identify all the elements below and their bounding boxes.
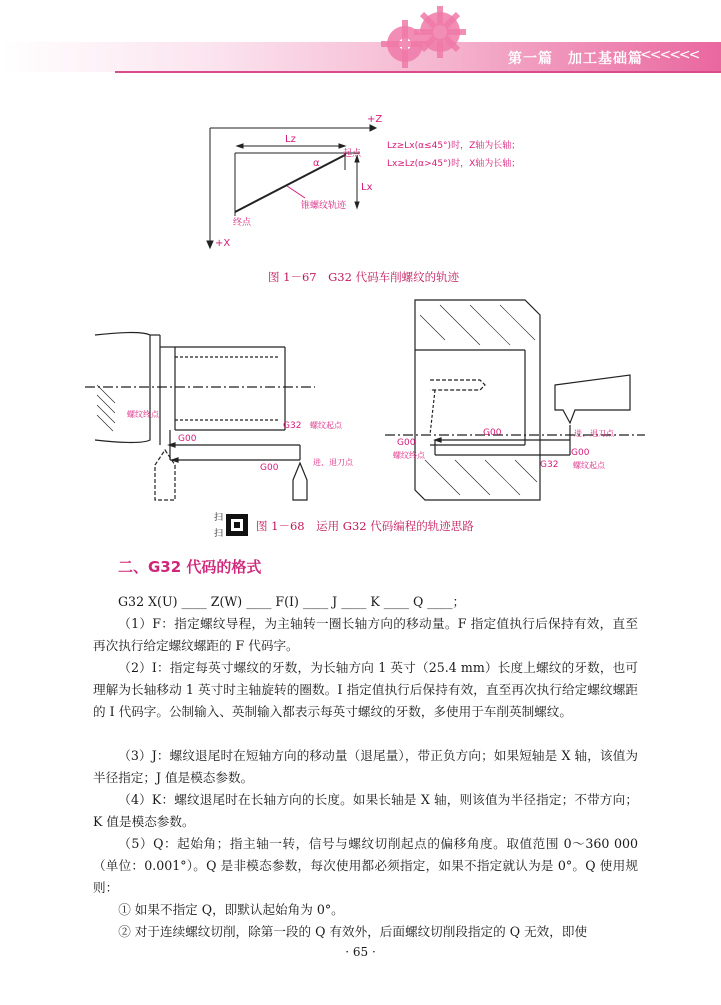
left-g32: G32 [283,421,302,431]
paragraph-rule-2: ② 对于连续螺纹切削，除第一段的 Q 有效外，后面螺纹切削段指定的 Q 无效，即使 [118,924,588,939]
left-thread-start: 螺纹起点 [310,421,342,430]
qr-code-icon [226,514,248,536]
right-g00-right: G00 [571,448,590,458]
section-title: 二、G32 代码的格式 [118,558,262,576]
axis-z-label: +Z [367,114,383,125]
paragraph-rule-1: ① 如果不指定 Q，即默认起始角为 0°。 [118,902,344,917]
axis-x-label: +X [215,238,231,249]
label-end: 终点 [233,218,252,228]
left-feed: 进、退刀点 [313,458,353,467]
label-alpha: α [313,158,320,169]
qr-label-bottom: 扫 [214,529,224,539]
gear-decoration-icon [360,4,480,74]
right-feed: 进、退刀点 [574,429,614,438]
paragraph-q: （5）Q：起始角；指主轴一转，信号与螺纹切削起点的偏移角度。取值范围 0～360 000（单位：0.001°）。Q 是非模态参数，每次使用都必须指定，如果不指定就认为是 0°。Q 使用规则： [93,836,638,895]
label-path: 锥螺纹轨迹 [301,201,347,211]
page-number: · 65 · [345,945,376,959]
figure-1-67 [195,108,555,253]
paragraph-i: （2）I：指定每英寸螺纹的牙数，为长轴方向 1 英寸（25.4 mm）长度上螺纹的牙数，也可理解为长轴移动 1 英寸时主轴旋转的圈数。I 指定值执行后保持有效，直至再次执行给定螺纹螺距的 I 代码字。公制输入、英制输入都表示每英寸螺纹的牙数，多使用于车削英制螺纹。 [93,660,638,719]
header-title: 第一篇 加工基础篇 [508,51,643,67]
right-thread-start: 螺纹起点 [573,461,605,470]
page-header [0,0,721,80]
paragraph-f: （1）F：指定螺纹导程，为主轴转一圈长轴方向的移动量。F 指定值执行后保持有效，直至再次执行给定螺纹螺距的 F 代码字。 [93,616,638,653]
right-g00-left: G00 [397,438,416,448]
header-rule [115,71,721,73]
left-g00-bottom: G00 [260,463,279,473]
figure-1-67-caption: 图 1－67 G32 代码车削螺纹的轨迹 [268,270,460,284]
left-g00-top: G00 [178,434,197,444]
label-lx: Lx [361,182,373,193]
label-start: 起点 [343,149,362,159]
paragraph-format: G32 X(U) ____ Z(W) ____ F(I) ____ J ____ K ____ Q ____； [118,594,466,609]
figure-1-68-caption: 图 1－68 运用 G32 代码编程的轨迹思路 [256,519,474,533]
paragraph-k: （4）K：螺纹退尾时在长轴方向的长度。如果长轴是 X 轴，则该值为半径指定；不带方向；K 值是模态参数。 [93,792,638,829]
note-1: Lz≥Lx(α≤45°)时，Z轴为长轴； [387,141,521,151]
note-2: Lx≥Lz(α>45°)时，X轴为长轴； [387,159,521,169]
right-g32: G32 [540,460,559,470]
paragraph-j: （3）J：螺纹退尾时在短轴方向的移动量（退尾量），带正负方向；如果短轴是 X 轴，该值为半径指定；J 值是模态参数。 [93,748,638,785]
header-chevrons: <<<<<< [640,47,699,63]
right-g00-mid: G00 [483,428,502,438]
figure-1-68 [85,295,645,510]
left-thread-end: 螺纹终点 [127,410,159,419]
qr-label-top: 扫 [214,513,224,523]
right-thread-end: 螺纹终点 [393,451,425,460]
label-lz: Lz [285,134,296,145]
